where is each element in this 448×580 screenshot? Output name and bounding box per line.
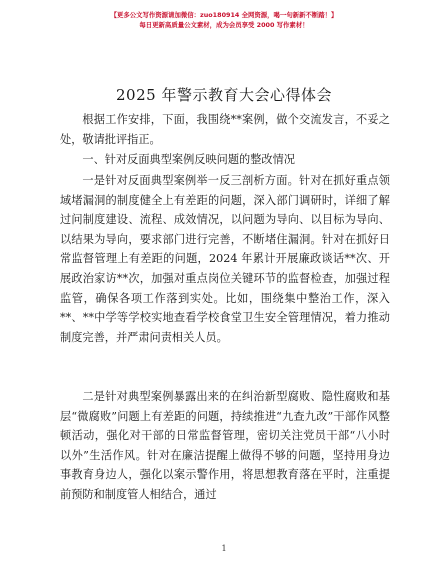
body-paragraph-1 [60, 171, 390, 347]
promo-banner-line-1: 【更多公文写作资源请加微信：zuo180914 全网资源，喝一句新新不断踏！】 [110, 11, 338, 19]
document-title: 2025 年警示教育大会心得体会 [116, 86, 332, 104]
body-paragraph-2 [60, 387, 390, 505]
paragraph-text: 根据工作安排，下面，我围绕**案例，做个交流发言，不妥之处，敬请批评指正。 [60, 113, 390, 146]
section-heading-text: 一、针对反面典型案例反映问题的整改情况 [82, 153, 295, 166]
section-heading [60, 150, 390, 170]
promo-banner-line-2: 每日更新高质量公文素材，成为会员享受 2000 写作素材！ [139, 21, 309, 29]
paragraph-text: 一是针对反面典型案例举一反三剖析方面。针对在抓好重点领域堵漏洞的制度健全上有差距的问题，深入部门调研时，详细了解过问制度建设、流程、成效情况，以问题为导向、以目标为导向、以结果为导向，要求部门进行完善，不断堵住漏洞。针对在抓好日常监督管理上有差距的问题，2024 年累计开展廉政谈话**次、开展政治家访**次，加强对重点岗位关键环节的监督检查，加强过程监管，确保各项工作落到实处。比如，围绕集中整治工作，深入**、**中学等学校实地查看学校食堂卫生安全管理情况，着力推动制度完善，并严肃问责相关人员。 [60, 174, 390, 344]
intro-paragraph [60, 110, 390, 149]
page-number: 1 [221, 544, 227, 553]
paragraph-text: 二是针对典型案例暴露出来的在纠治新型腐败、隐性腐败和基层“微腐败”问题上有差距的问题，持续推进“九查九改”干部作风整顿活动，强化对干部的日常监督管理，密切关注党员干部“八小时以外”生活作风。针对在廉洁提醒上做得不够的问题，坚持用身边事教育身边人，强化以案示警作用，将思想教育落在平时，注重提前预防和制度管人相结合，通过 [60, 390, 390, 501]
